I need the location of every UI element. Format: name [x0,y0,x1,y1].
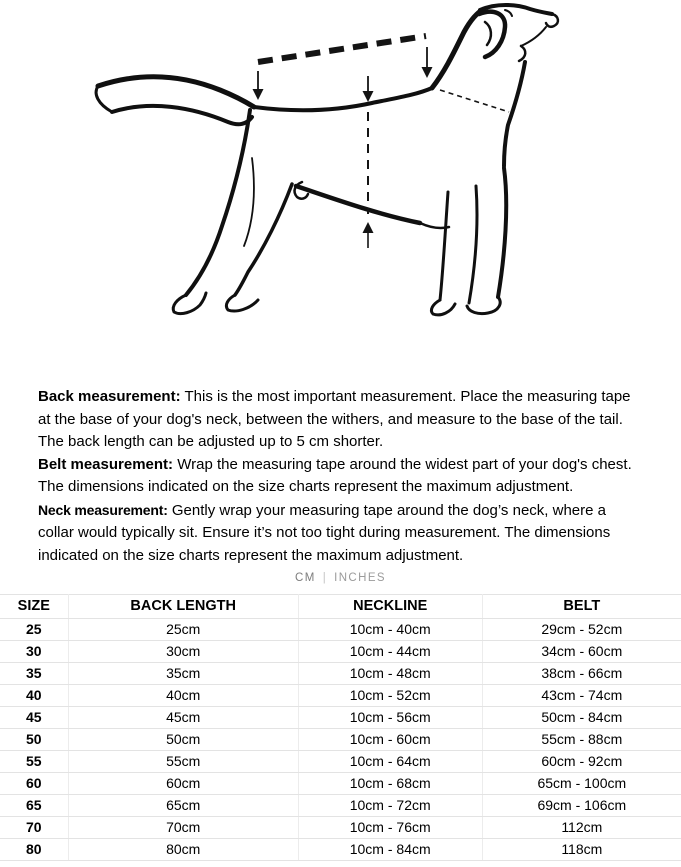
table-row [0,751,681,773]
arrow-down-icon [422,67,433,78]
cell-size: 30 [0,641,68,663]
unit-toggle-separator: | [322,572,328,584]
dog-front-paw [431,300,455,315]
cell-belt: 65cm - 100cm [482,773,681,795]
cell-back-length: 50cm [68,729,298,751]
table-row [0,729,681,751]
dog-back [254,88,432,110]
dog-rear-paw [173,293,206,314]
col-header-neckline: NECKLINE [298,595,482,619]
table-row [0,795,681,817]
dog-front-leg [498,168,506,297]
cell-belt: 55cm - 88cm [482,729,681,751]
cell-neckline: 10cm - 72cm [298,795,482,817]
back-measurement-text: This is the most important measurement. Place the measuring tape at the base of your dog's neck, between the withers, and measure to the base of the tail. The back length can be adjusted up to 5 cm shorter. [38,388,631,450]
cell-neckline: 10cm - 52cm [298,685,482,707]
cell-size: 40 [0,685,68,707]
belt-measurement-text: Wrap the measuring tape around the widest part of your dog's chest. The dimensions indicated on the size charts represent the maximum adjustment. [38,455,632,495]
cell-size: 60 [0,773,68,795]
dog-brow [505,10,512,16]
cell-neckline: 10cm - 64cm [298,751,482,773]
neck-measurement-text: Gently wrap your measuring tape around the dog’s neck, where a collar would typically sit. Ensure it’s not too tight during measurement. The dimensions indicated on the size charts represent the maximum adjustment. [38,501,611,564]
cell-neckline: 10cm - 76cm [298,817,482,839]
cell-neckline: 10cm - 56cm [298,707,482,729]
cell-size: 50 [0,729,68,751]
cell-belt: 43cm - 74cm [482,685,681,707]
cell-size: 70 [0,817,68,839]
table-header-row [0,595,681,619]
table-row [0,707,681,729]
cell-belt: 118cm [482,839,681,861]
dog-front-leg [469,186,477,303]
cell-belt: 112cm [482,817,681,839]
belt-measurement-label: Belt measurement: [38,455,174,473]
dog-rear-leg [235,184,292,295]
arrow-heads [253,67,433,233]
cell-back-length: 80cm [68,839,298,861]
cell-belt: 34cm - 60cm [482,641,681,663]
dog-illustration [0,0,681,377]
col-header-belt: BELT [482,595,681,619]
dog-neck [432,9,484,88]
table-row [0,773,681,795]
cell-neckline: 10cm - 40cm [298,619,482,641]
cell-belt: 60cm - 92cm [482,751,681,773]
dog-jaw [519,46,525,61]
dog-outline [96,5,558,315]
table-row [0,817,681,839]
cell-neckline: 10cm - 68cm [298,773,482,795]
size-chart-table [0,594,681,861]
cell-back-length: 65cm [68,795,298,817]
cell-size: 35 [0,663,68,685]
cell-neckline: 10cm - 44cm [298,641,482,663]
arrow-down-icon [253,89,264,100]
belt-measurement-paragraph [38,454,645,499]
cell-back-length: 30cm [68,641,298,663]
cell-belt: 69cm - 106cm [482,795,681,817]
cell-size: 80 [0,839,68,861]
unit-inches-button[interactable]: INCHES [334,572,386,584]
dog-tail [96,86,112,112]
dog-tail [98,77,254,107]
cell-back-length: 60cm [68,773,298,795]
cell-back-length: 70cm [68,817,298,839]
cell-size: 45 [0,707,68,729]
dog-ear [485,22,491,45]
cell-back-length: 35cm [68,663,298,685]
measurement-instructions [0,377,681,567]
cell-belt: 29cm - 52cm [482,619,681,641]
table-row [0,641,681,663]
table-row [0,839,681,861]
neck-measurement-line [440,90,509,112]
col-header-size: SIZE [0,595,68,619]
dog-mouth [521,27,546,46]
cell-size: 55 [0,751,68,773]
table-row [0,663,681,685]
dog-chest [504,62,525,166]
table-row [0,619,681,641]
cell-back-length: 25cm [68,619,298,641]
cell-neckline: 10cm - 48cm [298,663,482,685]
dog-tail [112,106,252,124]
cell-size: 25 [0,619,68,641]
cell-size: 65 [0,795,68,817]
back-measurement-label: Back measurement: [38,388,181,405]
cell-belt: 38cm - 66cm [482,663,681,685]
back-measurement-line [258,36,426,62]
cell-neckline: 10cm - 60cm [298,729,482,751]
table-row [0,685,681,707]
dog-measurement-diagram [0,0,681,377]
unit-cm-button[interactable]: CM [295,572,316,584]
col-header-back-length: BACK LENGTH [68,595,298,619]
dog-rear-leg [186,110,250,295]
dog-front-paw [467,297,500,314]
cell-back-length: 40cm [68,685,298,707]
dog-front-leg [440,192,448,300]
cell-back-length: 45cm [68,707,298,729]
arrow-up-icon [363,222,374,233]
dog-rear-paw [226,295,258,311]
arrow-down-icon [363,91,374,102]
dog-belly [296,186,420,223]
neck-measurement-paragraph [38,499,645,568]
dog-rear-leg [244,158,254,246]
unit-toggle [0,572,681,588]
cell-belt: 50cm - 84cm [482,707,681,729]
neck-measurement-label: Neck measurement: [38,501,168,518]
cell-back-length: 55cm [68,751,298,773]
back-measurement-paragraph [38,386,645,454]
cell-neckline: 10cm - 84cm [298,839,482,861]
